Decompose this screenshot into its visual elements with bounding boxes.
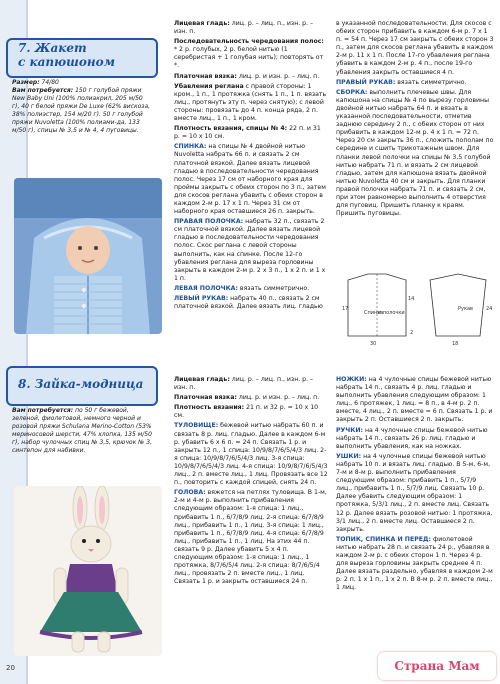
section-text: набрать 40 п., связать 2 см платочной вязкой. Далее вязать лиц. гладью <box>174 295 323 311</box>
section-label: ТУЛОВИЩЕ: <box>174 422 219 430</box>
para <box>174 376 328 392</box>
section8-title-box <box>6 366 158 406</box>
section-text: на 4 чулочные спицы бежевой нитью набрать 14 п., связать 4 р. лиц. гладью и выполнить убавления следующим образом: 1 лиц., 6 протяжек, 1 лиц. = 8 п., в 4-м р. 2 п. вместе, 4 лиц., 2 п. вместе = 6 п. Связать 1 р. и закрыть 2 п. Оставшиеся 2 п. закрыть. <box>336 376 493 424</box>
section-text: лиц. р. и изн. р. – лиц. п. <box>238 394 320 402</box>
schema-dim-5: 24 <box>486 306 492 312</box>
bunny-photo <box>14 486 162 656</box>
para <box>174 422 328 487</box>
para <box>174 489 328 586</box>
instructions-col-right-bottom <box>336 376 494 594</box>
section-text: вязать симметрично. <box>397 78 467 86</box>
section7-needs <box>12 79 152 135</box>
schema-label-front: и полочки <box>378 310 405 316</box>
para <box>174 125 328 141</box>
para <box>174 143 328 216</box>
section-text: вяжется на петлях туловища. В 1-м, 2-м и 4-м р. выполнить прибавления следующим образом: 1-я спица: 1 лиц., прибавить 1 п., 6/7/8/9 лиц. 2-я спица: 6/7/8/9 лиц., прибавить 1 п., 1 лиц. 3-я спица: 1 лиц., прибавить 1 п., 6/7/8/9 лиц. 4-я спица: 6/7/8/9 лиц., прибавить 1 п., 1 лиц. На этих 44 п. связать 9 р. Далее убавить 5 х 4 п. следующим образом: 1-я спица: 1 лиц., 1 протяжка, 8/7/6/5/4 лиц. 2-я спица: 8/7/6/5/4 лиц., провязать 2 п. вместе лиц., 1 лиц. Связать 1 р. и закрыть оставшиеся 24 п. <box>174 489 327 586</box>
schema-label-sleeve: Рукав <box>458 306 474 312</box>
needs8-text: по 50 г бежевой, зеленой, фиолетовой, немного черной и розовой пряжи Schulana Merino-Cotton (53% мериносовой шерсти, 47% хлопка, 135 м/50 г), набор чулочных спиц № 3,5, крючок № 3, синтепон для набивки. <box>12 407 152 454</box>
section8-title: 8. Зайка-модница <box>18 377 144 391</box>
section7-title-line2: с капюшоном <box>18 55 115 69</box>
section-text: бежевой нитью набрать 60 п. и связать 8 р. лиц. гладью. Далее в каждом 6-м р. убавить 6 х 6 п. = 24 п. Связать 1 р. и закрыть 12 п., 1 спица: 10/9/8/7/6/5/4/3 лиц. 2-я спица: 10/9/8/7/6/5/4/3 лиц. 3-я спица: 10/9/8/7/6/5/4/3 лиц. 4-я спица: 10/9/8/7/6/5/4/3 лиц., 2 п. вместе лиц., 1 лиц. Провязать все 12 п., повторить с каждой спицей, снять 24 п. <box>174 422 328 487</box>
section-label: РУЧКИ: <box>336 426 364 434</box>
bunny-illustration <box>14 486 162 656</box>
section-label: Плотность вязания: <box>174 404 245 412</box>
section-label: УШКИ: <box>336 452 362 460</box>
section-text: с правой стороны: 1 кром., 1 п., 1 протяжка (снять 1 п., 1 п. вязать лиц., протянуть эту п. через снятую); с левой стороны: провязать до 4 п. конца ряда, 2 п. вместе лиц., 1 п., 1 кром. <box>174 82 327 123</box>
para <box>174 404 328 420</box>
para <box>174 38 328 70</box>
section-text: набрать 32 п., связать 2 см платочной вязкой. Далее вязать лицевой гладью в последовательности чередования полос. Скос реглана с левой стороны выполнить, как на спинке. После 12-го убавления реглана для выреза горловины закрыть в каждом 2-м р. 2 х 3 п., 1 х 2 п. и 1 х 1 п. <box>174 218 326 282</box>
schema-dim-2: 30 <box>370 341 377 347</box>
section-text: фиолетовой нитью набрать 28 п. и связать 24 р., убавляя в каждом 2-м р. с обеих сторон 1 п. Через 4 р. для выреза горловины закрыть среднее 4 п. Далее вязать раздельно, убавляя в каждом 2-м р. 2 п. 1 х 1 п., 1 х 2 п. В 8-м р. 2 п. вместе лиц., 1 лиц. <box>336 535 493 592</box>
size-label: Размер: <box>12 79 40 86</box>
section-label: Последовательность чередования полос: <box>174 38 324 46</box>
needs-label: Вам потребуется: <box>12 87 74 94</box>
para <box>336 79 494 87</box>
para <box>336 453 494 534</box>
section-text: в указанной последовательности. Для скосов с обеих сторон прибавить в каждом 6-м р. 7 х 1 п. = 54 п. Через 17 см закрыть с обеих сторон 3 п., затем для скосов реглана убавить в каждом 2-м р. 11 х 1 п. После 17-го убавления реглана убавить в каждом 2-м р. 4 п., после 19-го убавления закрыть оставшиеся 4 п. <box>336 20 494 76</box>
para <box>174 394 328 402</box>
section-text: на 4 чулочные спицы бежевой нитью набрать 14 п., связать 26 р. лиц. гладью и выполнить убавления, как на ножках. <box>336 426 488 450</box>
instructions-col-mid-bottom <box>174 376 328 588</box>
needs-text: 150 г голубой пряжи New Baby Uni (100% полиакрил, 205 м/50 г), 40 г белой пряжи De Luxe (62% вискоза, 38% полиэстер, 154 м/20 г). 50 г голубой пряжи Nuvoletta (100% полиами-да, 133 м/50 г), спицы № 3,5 и № 4, 4 пуговицы. <box>12 87 151 134</box>
section-label: ЛЕВЫЙ РУКАВ: <box>174 295 229 302</box>
section8-needs <box>12 407 152 455</box>
section-label: СПИНКА: <box>174 143 207 151</box>
instructions-col-right-top <box>336 20 494 220</box>
section7-title-line1: 7. Жакет <box>18 41 87 55</box>
section-text: лиц. р. – лиц. п., изн. р. – изн. п. <box>174 20 314 36</box>
section-text: * 2 р. голубых, 2 р. белой нитью (1 серебристая + 1 голубая нить); повторять от *. <box>174 46 324 70</box>
section-text: выполнить плечевые швы. Для капюшона на спицы № 4 по вырезу горловины двойной нитью набрать 64 п. и вязать в указанной последовательности, отметив заднюю середину 2 п., с обеих сторон от них прибавить в каждом 12-м р. 4 х 1 п. = 72 п. Через 20 см закрыть 36 п., сложить пополам по середине и сшить трикотажным швом. Для планки левой полочки на спицы № 3,5 голубой нитью набрать 71 п. и вязать 2 см лицевой гладью, затем для капюшона вязать двойной нитью Nuvoletta 40 см и закрыть. Для планки правой полочки набрать 71 п. и связать 2 см, при этом равномерно выполнить 4 отверстия для пуговиц. Пришить планку к краям. Пришить пуговицы. <box>336 88 494 218</box>
section-text: 21 п. и 32 р. = 10 х 10 см. <box>174 404 319 420</box>
section-label: ТОПИК, СПИНКА И ПЕРЕД: <box>336 535 431 543</box>
schema-label-back: Спинка <box>364 310 384 316</box>
section-label: НОЖКИ: <box>336 376 367 383</box>
section-label: Плотность вязания, спицы № 4: <box>174 125 288 133</box>
section-label: ПРАВЫЙ РУКАВ: <box>336 78 396 86</box>
section-label: Лицевая гладь: <box>174 20 230 27</box>
section-label: Платочная вязка: <box>174 72 237 80</box>
instructions-col-mid-top <box>174 20 328 313</box>
para <box>336 536 494 593</box>
para <box>336 376 494 425</box>
section-label: Лицевая гладь: <box>174 376 230 383</box>
para <box>174 73 328 81</box>
para <box>336 20 494 77</box>
para <box>174 218 328 283</box>
jacket-photo <box>14 178 162 334</box>
size-value: 74/80 <box>41 79 59 86</box>
section-text: лиц. р. – лиц. п., изн. р. – изн. п. <box>174 376 314 392</box>
baby-jacket-illustration <box>14 178 162 334</box>
section-label: ГОЛОВА: <box>174 489 206 497</box>
schema-dim-1: 17 <box>342 306 349 312</box>
section-label: ПРАВАЯ ПОЛОЧКА: <box>174 218 244 226</box>
section-label: ЛЕВАЯ ПОЛОЧКА: <box>174 284 238 292</box>
schema-dim-6: 2 <box>410 330 414 336</box>
section-text: лиц. р. и изн. р. – лиц. п. <box>238 72 320 80</box>
section-text: вязать симметрично. <box>239 284 310 292</box>
para <box>174 83 328 123</box>
section-label: Платочная вязка: <box>174 394 237 402</box>
schema-dim-3: 14 <box>408 296 415 302</box>
schema-dim-4: 18 <box>452 341 459 347</box>
para <box>174 295 328 311</box>
para <box>174 20 328 36</box>
section-label: СБОРКА: <box>336 88 368 96</box>
section7-title-box <box>6 38 158 78</box>
section-text: 22 п. и 31 р. = 10 х 10 см. <box>174 125 321 141</box>
pattern-schematic <box>340 270 492 348</box>
para <box>336 89 494 219</box>
site-watermark: Страна Мам <box>378 652 496 680</box>
section-text: на спицы № 4 двойной нитью Nuvoletta набрать 66 п. и связать 2 см платочной вязкой. Далее вязать лицевой гладью в последовательности чередования полос. Через 17 см от наборного края для проймы закрыть с обеих сторон по 3 п., затем для скосов реглана убавить с обеих сторон в каждом 2-м р. 17 х 1 п. Через 31 см от наборного края оставшиеся 26 п. закрыть. <box>174 143 326 216</box>
needs8-label: Вам потребуется: <box>12 407 74 414</box>
page-number: 20 <box>6 664 15 672</box>
para <box>336 427 494 451</box>
para <box>174 285 328 293</box>
section-label: Убавления реглана <box>174 82 244 90</box>
section-text: на 4 чулочные спицы бежевой нитью набрать 10 п. и вязать лиц. гладью. В 5-м, 6-м, 7-м и 8-м р. выполнить прибавления следующим образом: прибавить 1 п., 5/7/9 лиц., прибавить 1 п., 5/7/9 лиц. Связать 10 р. Далее убавить следующим образом: 1 протяжка, 5/3/1 лиц., 2 п. вместе лиц. Связать 12 р. Далее вязать розовой нитью: 1 протяжка, 3/1 лиц., 2 п. вместе лиц. Оставшиеся 2 п. закрыть. <box>336 452 493 533</box>
